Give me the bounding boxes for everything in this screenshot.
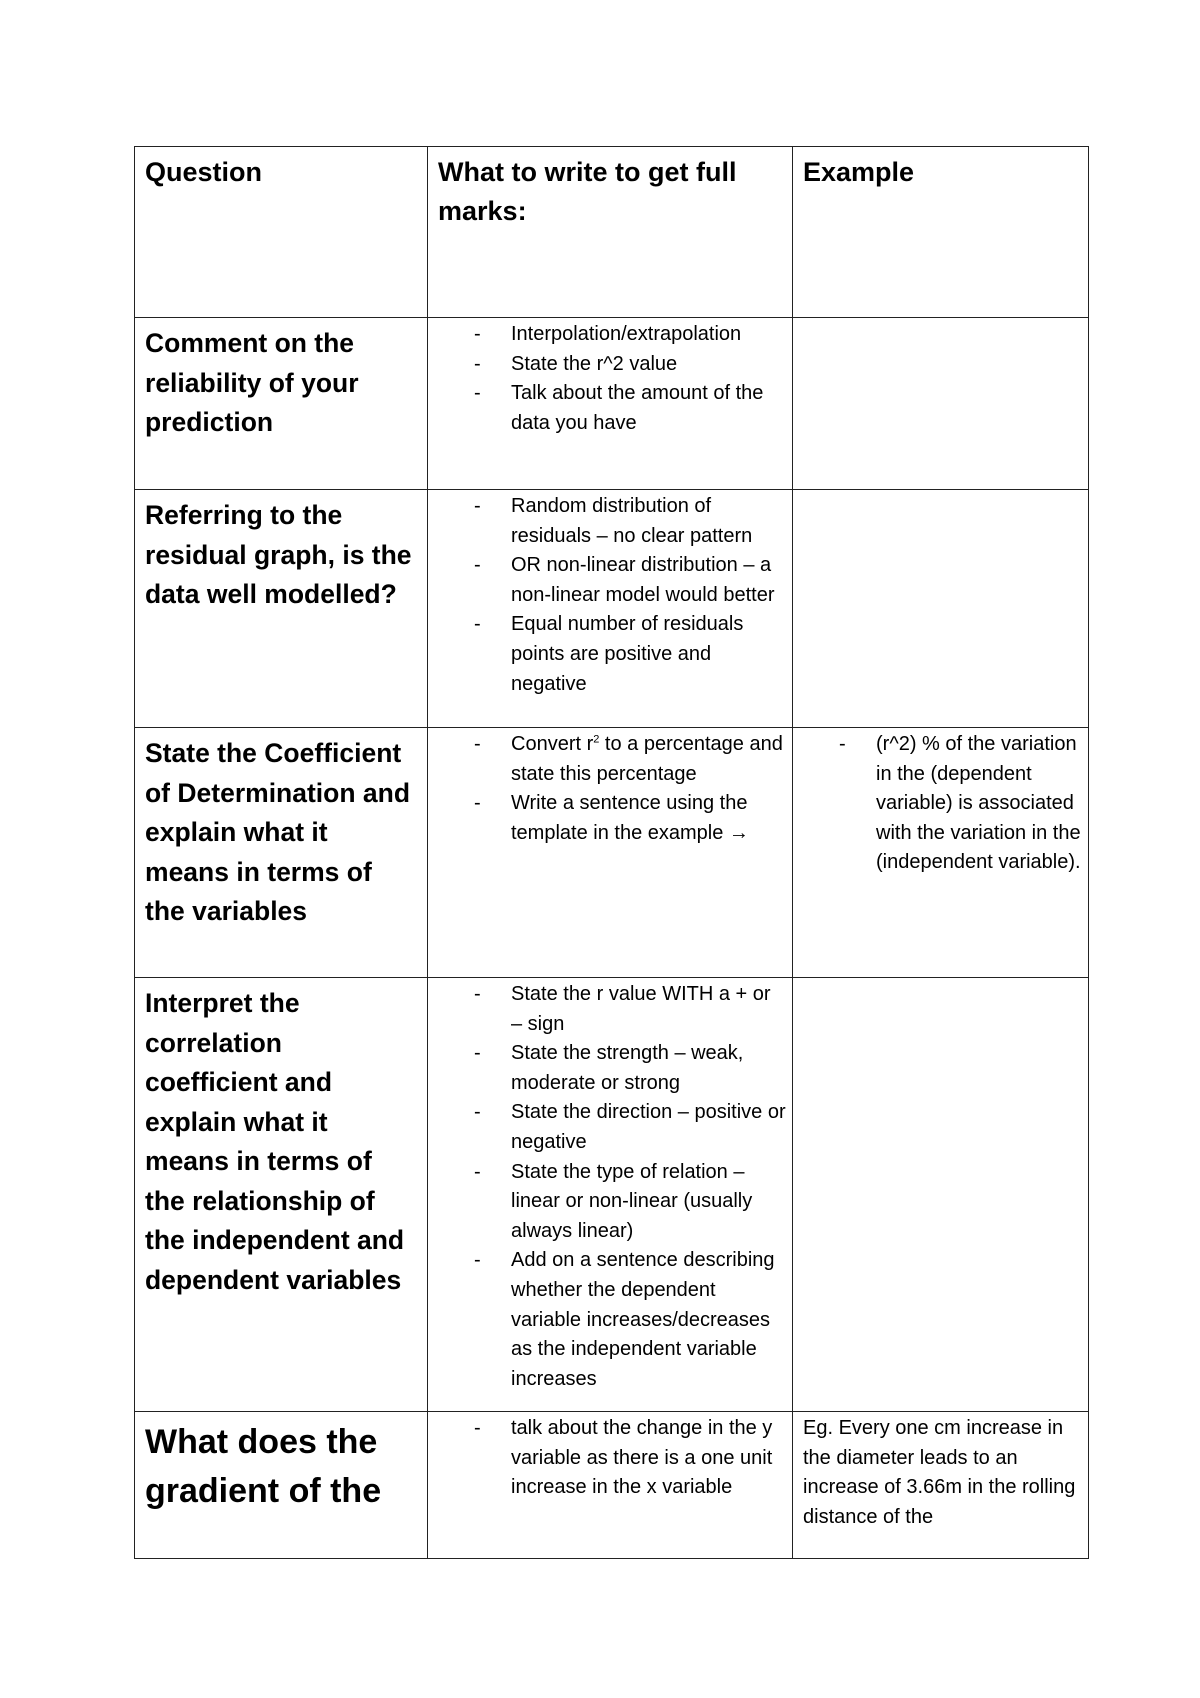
dash-bullet-icon: - [474, 382, 481, 405]
point-item [428, 1039, 786, 1098]
table-row [135, 490, 1089, 728]
point-text: Add on a sentence describing whether the dependent variable increases/decreases as the independent variable increases [511, 1249, 775, 1390]
dash-bullet-icon: - [474, 792, 481, 815]
dash-bullet-icon: - [474, 1417, 481, 1439]
example-cell [793, 728, 1089, 978]
dash-bullet-icon: - [474, 352, 481, 375]
point-item [428, 350, 786, 380]
example-cell [793, 978, 1089, 1412]
dash-bullet-icon: - [474, 983, 481, 1005]
point-item [428, 980, 786, 1039]
point-item [428, 1098, 786, 1157]
points-cell [428, 490, 793, 728]
example-cell [793, 318, 1089, 490]
dash-bullet-icon: - [474, 323, 481, 345]
dash-bullet-icon: - [474, 1249, 481, 1272]
point-text: Write a sentence using the template in the example → [511, 792, 749, 844]
question-text: Referring to the residual graph, is the data well modelled? [145, 500, 412, 609]
point-text: State the type of relation – linear or non-linear (usually always linear) [511, 1160, 753, 1242]
point-item [428, 551, 786, 610]
point-item [428, 379, 786, 438]
point-item [428, 730, 786, 789]
point-text-post: to a percentage and state this percentage [511, 733, 783, 785]
point-text: Interpolation/extrapolation [511, 323, 742, 345]
points-list [428, 728, 792, 848]
dash-bullet-icon: - [839, 733, 846, 755]
example-text: (r^2) % of the variation in the (dependent variable) is associated with the variation in the (independent variable). [876, 733, 1081, 874]
point-text [511, 733, 783, 785]
point-text: Random distribution of residuals – no clear pattern [511, 495, 753, 547]
point-item [428, 1246, 786, 1394]
points-list [428, 318, 792, 438]
dash-bullet-icon: - [474, 1101, 481, 1124]
example-cell [793, 1412, 1089, 1559]
point-item [428, 1158, 786, 1247]
question-cell [135, 318, 428, 490]
points-cell [428, 978, 793, 1412]
question-text: Comment on the reliability of your prediction [145, 328, 359, 437]
points-list [428, 978, 792, 1394]
header-cell-question [135, 147, 428, 318]
dash-bullet-icon: - [474, 1042, 481, 1065]
point-text: Equal number of residuals points are positive and negative [511, 613, 744, 695]
example-item [793, 730, 1082, 878]
points-list [428, 1412, 792, 1503]
point-item [428, 1414, 786, 1503]
table-row [135, 978, 1089, 1412]
question-text: What does the gradient of the [145, 1423, 382, 1510]
point-item [428, 320, 786, 350]
point-text: State the strength – weak, moderate or strong [511, 1042, 744, 1094]
table-row [135, 318, 1089, 490]
header-cell-what-to-write [428, 147, 793, 318]
example-text: Eg. Every one cm increase in the diameter leads to an increase of 3.66m in the rolling distance of the [803, 1417, 1076, 1528]
points-cell [428, 1412, 793, 1559]
dash-bullet-icon: - [474, 733, 481, 755]
dash-bullet-icon: - [474, 495, 481, 517]
point-text: State the r value WITH a + or – sign [511, 983, 771, 1035]
point-item [428, 789, 786, 848]
point-text: State the r^2 value [511, 352, 678, 375]
header-row [135, 147, 1089, 318]
question-cell [135, 728, 428, 978]
question-text: Interpret the correlation coefficient and explain what it means in terms of the relationship of the independent and dependent variables [145, 988, 405, 1295]
header-cell-example [793, 147, 1089, 318]
points-cell [428, 318, 793, 490]
point-text-pre: Convert r [511, 733, 594, 755]
dash-bullet-icon: - [474, 554, 481, 577]
header-example: Example [803, 157, 915, 187]
header-what-to-write: What to write to get full marks: [438, 157, 737, 226]
point-text: OR non-linear distribution – a non-linear model would better [511, 554, 775, 606]
dash-bullet-icon: - [474, 1160, 481, 1183]
dash-bullet-icon: - [474, 613, 481, 636]
header-question: Question [145, 157, 263, 187]
points-list [428, 490, 792, 699]
points-cell [428, 728, 793, 978]
point-item [428, 610, 786, 699]
point-text: Talk about the amount of the data you have [511, 382, 764, 434]
point-item [428, 492, 786, 551]
superscript-2: 2 [593, 733, 600, 746]
question-text: State the Coefficient of Determination and explain what it means in terms of the variables [145, 738, 411, 926]
example-list [793, 728, 1088, 878]
question-cell [135, 490, 428, 728]
question-cell [135, 978, 428, 1412]
point-text: talk about the change in the y variable as there is a one unit increase in the x variable [511, 1417, 773, 1499]
question-cell [135, 1412, 428, 1559]
example-cell [793, 490, 1089, 728]
table-row [135, 1412, 1089, 1559]
table-row [135, 728, 1089, 978]
study-guide-table [134, 146, 1089, 1559]
point-text: State the direction – positive or negative [511, 1101, 786, 1153]
